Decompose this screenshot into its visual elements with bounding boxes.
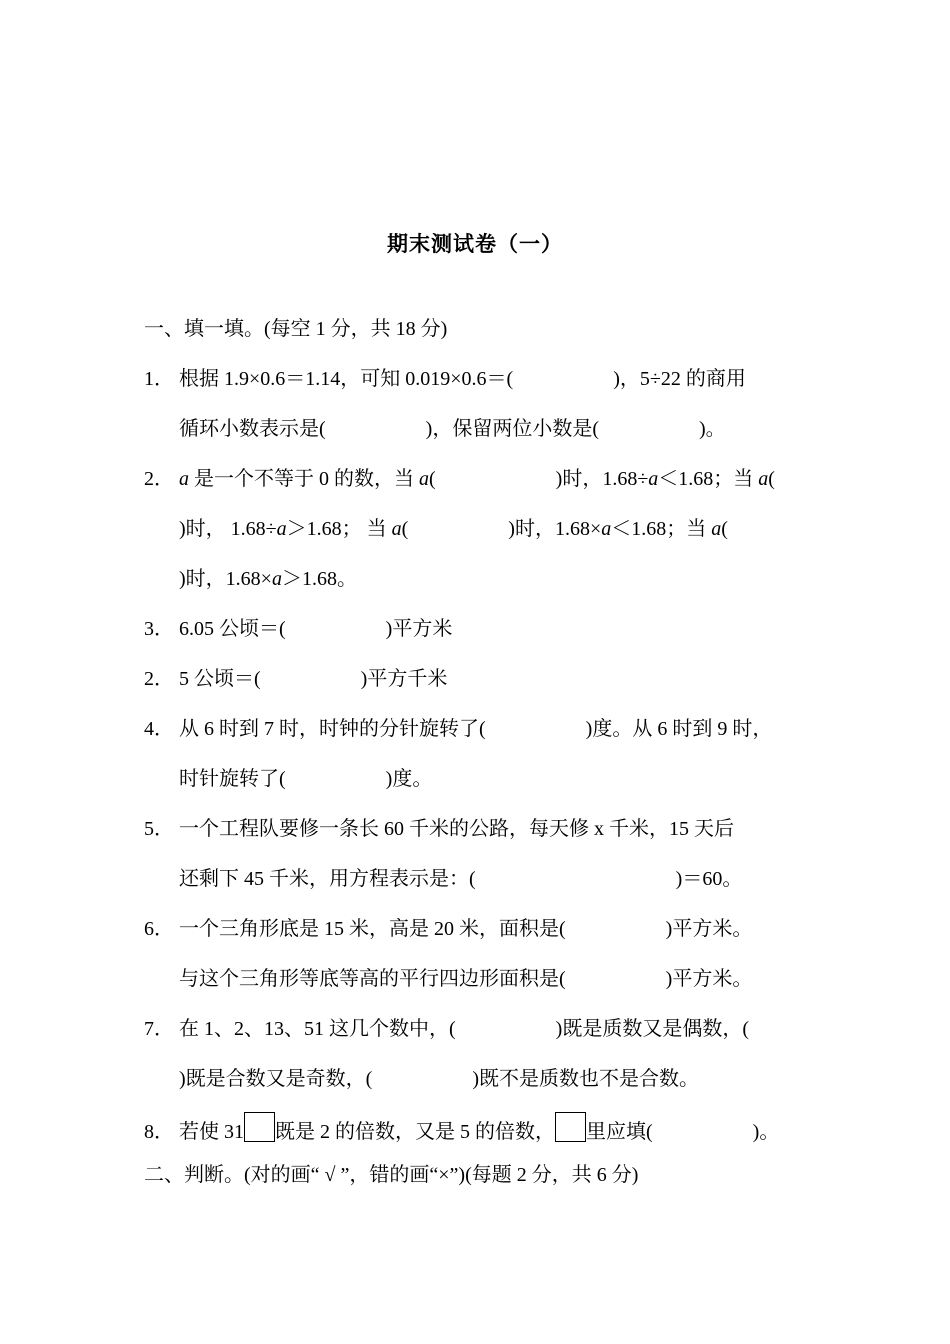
question-1-line-2: 循环小数表示是( )，保留两位小数是( )。: [179, 418, 726, 440]
text-segment: )时， 1.68÷: [179, 518, 277, 540]
question-5-line-1: [144, 816, 734, 842]
text-segment: (: [721, 518, 728, 540]
question-4-line-1: [144, 716, 772, 742]
text-segment: ＜1.68；当: [611, 518, 712, 540]
variable-a: a: [179, 468, 189, 490]
section1-heading: 一、填一填。(每空 1 分，共 18 分): [144, 318, 448, 340]
page-title: 期末测试卷（一）: [387, 232, 563, 256]
variable-a: a: [419, 468, 429, 490]
question-text: 5 公顷＝( )平方千米: [179, 668, 448, 690]
question-3: [144, 616, 452, 642]
question-7-line-1: [144, 1016, 749, 1042]
question-text: 从 6 时到 7 时，时钟的分针旋转了( )度。从 6 时到 9 时，: [179, 718, 773, 740]
variable-a: a: [758, 468, 769, 490]
variable-a: a: [648, 468, 659, 490]
question-number: 1．: [144, 368, 174, 390]
question-number: 3．: [144, 618, 174, 640]
text-segment: ( )时，1.68÷: [429, 468, 649, 490]
question-2-line-3: [179, 566, 357, 592]
question-number: 2．: [144, 468, 174, 490]
question-2-line-1: [144, 466, 775, 492]
question-4-line-2: 时针旋转了( )度。: [179, 768, 433, 790]
text-segment: ＜1.68；当: [658, 468, 759, 490]
text-segment: (: [768, 468, 775, 490]
text-segment: 既是 2 的倍数，又是 5 的倍数，: [275, 1121, 555, 1143]
question-6-line-2: 与这个三角形等底等高的平行四边形面积是( )平方米。: [179, 968, 753, 990]
variable-a: a: [711, 518, 722, 540]
question-1-line-1: [144, 366, 746, 392]
question-text: 在 1、2、13、51 这几个数中，( )既是质数又是偶数，(: [179, 1018, 749, 1040]
question-3b: [144, 666, 447, 692]
question-text: 一个工程队要修一条长 60 千米的公路，每天修 x 千米，15 天后: [179, 818, 734, 840]
question-number: 8．: [144, 1121, 174, 1143]
text-segment: 若使 31: [179, 1121, 244, 1143]
question-text: 6.05 公顷＝( )平方米: [179, 618, 453, 640]
text-segment: ＞1.68； 当: [286, 518, 392, 540]
text-segment: 里应填( )。: [586, 1121, 780, 1143]
text-segment: ＞1.68。: [281, 568, 357, 590]
question-number: 5．: [144, 818, 174, 840]
question-number: 6．: [144, 918, 174, 940]
question-number: 7．: [144, 1018, 174, 1040]
variable-a: a: [601, 518, 612, 540]
answer-box-icon: [555, 1112, 586, 1142]
question-number: 4．: [144, 718, 174, 740]
variable-a: a: [391, 518, 402, 540]
question-2-line-2: [179, 516, 728, 542]
section2-heading: 二、判断。(对的画“ √ ”，错的画“×”)(每题 2 分，共 6 分): [144, 1164, 639, 1186]
variable-a: a: [271, 568, 282, 590]
answer-box-icon: [244, 1112, 275, 1142]
question-6-line-1: [144, 916, 752, 942]
text-segment: ( )时，1.68×: [401, 518, 602, 540]
text-segment: )时，1.68×: [179, 568, 272, 590]
text-segment: 是一个不等于 0 的数，当: [189, 468, 419, 490]
question-7-line-2: )既是合数又是奇数，( )既不是质数也不是合数。: [179, 1068, 699, 1090]
question-text: 一个三角形底是 15 米，高是 20 米，面积是( )平方米。: [179, 918, 753, 940]
question-number: 2．: [144, 668, 174, 690]
variable-a: a: [276, 518, 287, 540]
question-5-line-2: 还剩下 45 千米，用方程表示是：( )＝60。: [179, 868, 743, 890]
question-text: 根据 1.9×0.6＝1.14，可知 0.019×0.6＝( )，5÷22 的商用: [179, 368, 746, 390]
question-8: [144, 1112, 779, 1145]
